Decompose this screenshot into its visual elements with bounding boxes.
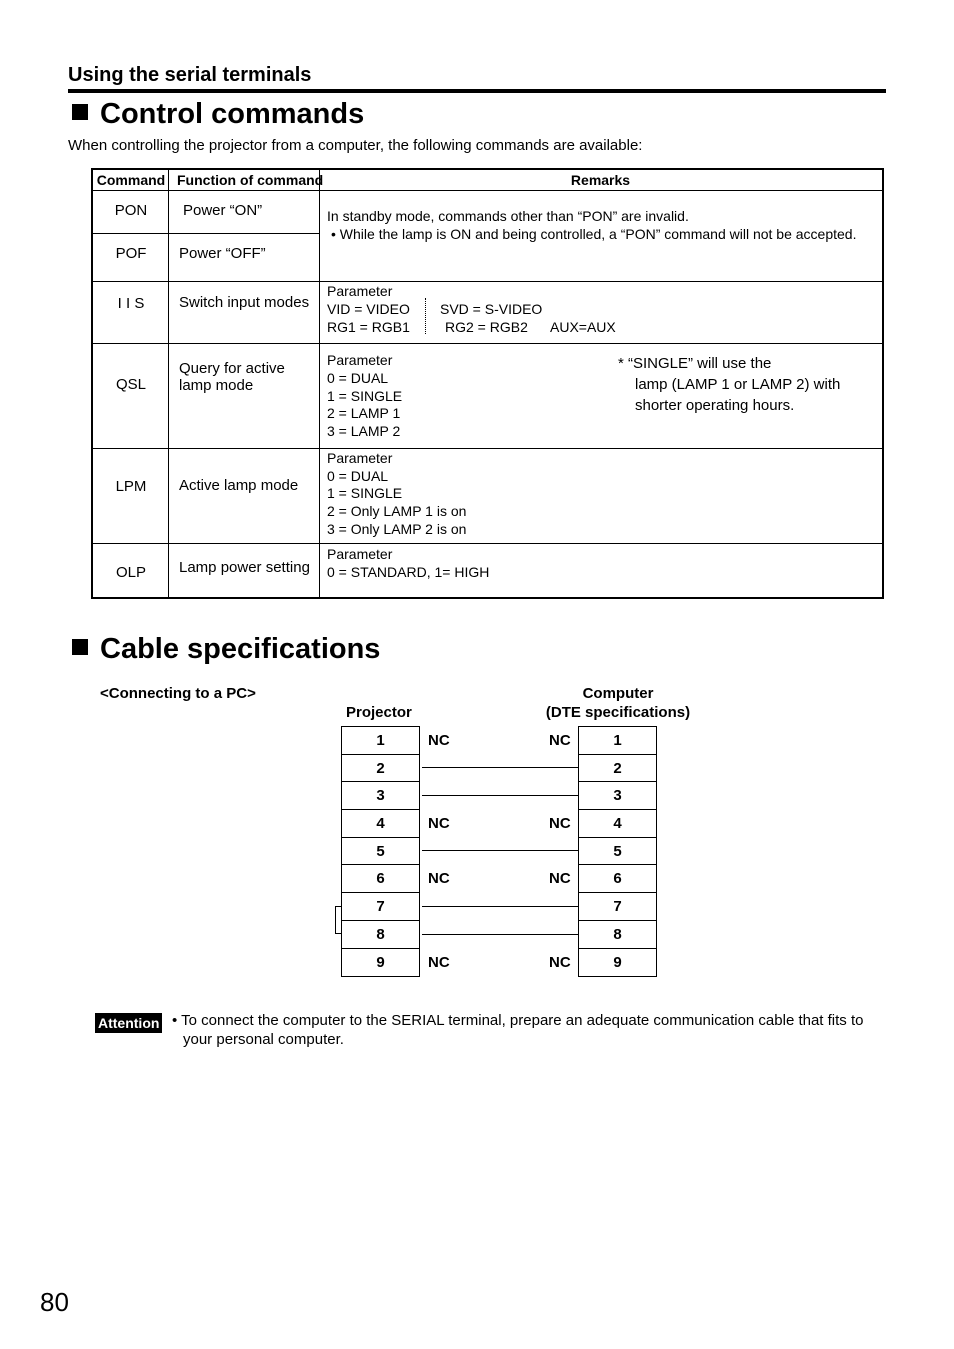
command-iis: I I S [117, 295, 145, 312]
row-divider [93, 543, 882, 544]
function-pof: Power “OFF” [179, 245, 266, 262]
computer-pin: 5 [579, 838, 656, 866]
computer-pin: 1 [579, 727, 656, 755]
row-divider [93, 190, 882, 191]
qsl-p1: 1 = SINGLE [327, 388, 403, 404]
qsl-p0: 0 = DUAL [327, 370, 389, 386]
lpm-p2: 2 = Only LAMP 1 is on [327, 503, 467, 519]
projector-pin: 4 [342, 810, 419, 838]
nc-label: NC [549, 870, 571, 887]
lpm-p3: 3 = Only LAMP 2 is on [327, 521, 467, 537]
intro-text: When controlling the projector from a computer, the following commands are available: [68, 137, 643, 154]
computer-pin: 2 [579, 755, 656, 783]
projector-pin: 7 [342, 893, 419, 921]
lpm-param-label: Parameter [327, 450, 393, 466]
computer-pin: 7 [579, 893, 656, 921]
command-lpm: LPM [115, 478, 147, 495]
function-iis: Switch input modes [179, 294, 310, 311]
computer-pin: 8 [579, 921, 656, 949]
projector-label: Projector [346, 704, 412, 721]
computer-pin: 6 [579, 865, 656, 893]
header-function: Function of command [177, 172, 324, 188]
qsl-note-l1: * “SINGLE” will use the [618, 355, 772, 372]
projector-pin: 3 [342, 782, 419, 810]
projector-pin-list [341, 726, 420, 977]
computer-label: Computer [582, 685, 654, 702]
olp-p0: 0 = STANDARD, 1= HIGH [327, 564, 490, 580]
projector-pin: 9 [376, 953, 385, 971]
projector-pin: 2 [342, 755, 419, 783]
row-divider [93, 233, 319, 234]
qsl-note-l2: lamp (LAMP 1 or LAMP 2) with [635, 376, 841, 393]
nc-label: NC [549, 815, 571, 832]
lpm-p0: 0 = DUAL [327, 468, 389, 484]
attention-badge: Attention [95, 1013, 162, 1033]
computer-pin: 4 [579, 810, 656, 838]
connecting-label: <Connecting to a PC> [100, 685, 256, 702]
loopback-bracket [335, 906, 341, 934]
header-remarks: Remarks [570, 172, 631, 188]
command-qsl: QSL [115, 376, 146, 393]
computer-pin: 9 [613, 953, 622, 971]
olp-param-label: Parameter [327, 546, 393, 562]
cable-wire [422, 906, 579, 907]
iis-svd: SVD = S-VIDEO [440, 301, 543, 317]
power-remarks-line1: In standby mode, commands other than “PON” are invalid. [327, 208, 689, 224]
qsl-p3: 3 = LAMP 2 [327, 423, 401, 439]
cable-wire [422, 850, 579, 851]
command-pof: POF [115, 245, 147, 262]
row-divider [93, 343, 882, 344]
qsl-param-label: Parameter [327, 352, 393, 368]
nc-label: NC [549, 732, 571, 749]
attention-text: • To connect the computer to the SERIAL terminal, prepare an adequate communication cable that fits to your personal computer. [172, 1012, 864, 1048]
nc-label: NC [549, 954, 571, 971]
iis-rg1: RG1 = RGB1 [327, 319, 410, 335]
cable-wire [422, 795, 579, 796]
square-bullet-icon [72, 104, 88, 120]
computer-pin-list [578, 726, 657, 977]
cable-wire [422, 767, 579, 768]
nc-label: NC [428, 954, 450, 971]
nc-label: NC [428, 870, 450, 887]
function-qsl-l1: Query for active [179, 360, 285, 377]
power-remarks-line2: • While the lamp is ON and being controlled, a “PON” command will not be accepted. [331, 226, 857, 242]
header-command: Command [96, 172, 166, 188]
row-divider [93, 281, 882, 282]
control-commands-heading [72, 98, 364, 131]
square-bullet-icon [72, 639, 88, 655]
row-divider [93, 448, 882, 449]
projector-pin: 8 [342, 921, 419, 949]
iis-vid: VID = VIDEO [327, 301, 410, 317]
section-title: Using the serial terminals [68, 64, 312, 86]
iis-rg2: RG2 = RGB2 [445, 319, 528, 335]
computer-sub-label: (DTE specifications) [545, 704, 691, 721]
projector-pin: 1 [342, 727, 419, 755]
computer-pin: 3 [579, 782, 656, 810]
control-commands-title: Control commands [100, 98, 365, 130]
command-olp: OLP [115, 564, 146, 581]
projector-pin: 6 [342, 865, 419, 893]
column-divider [319, 170, 320, 597]
cable-wire [422, 934, 579, 935]
lpm-p1: 1 = SINGLE [327, 485, 403, 501]
command-pon: PON [114, 202, 148, 219]
nc-label: NC [428, 815, 450, 832]
nc-label: NC [428, 732, 450, 749]
qsl-note-l3: shorter operating hours. [635, 397, 795, 414]
function-qsl-l2: lamp mode [179, 377, 254, 394]
dotted-separator [425, 298, 426, 334]
function-lpm: Active lamp mode [179, 477, 299, 494]
qsl-p2: 2 = LAMP 1 [327, 405, 401, 421]
function-pon: Power “ON” [183, 202, 263, 219]
cable-specs-heading [72, 633, 380, 666]
cable-specs-title: Cable specifications [100, 633, 381, 665]
iis-aux: AUX=AUX [550, 319, 616, 335]
function-olp: Lamp power setting [179, 559, 310, 576]
page-number: 80 [40, 1287, 69, 1317]
command-table [91, 168, 884, 599]
iis-param-label: Parameter [327, 283, 393, 299]
projector-pin: 5 [342, 838, 419, 866]
header-rule [68, 89, 886, 93]
